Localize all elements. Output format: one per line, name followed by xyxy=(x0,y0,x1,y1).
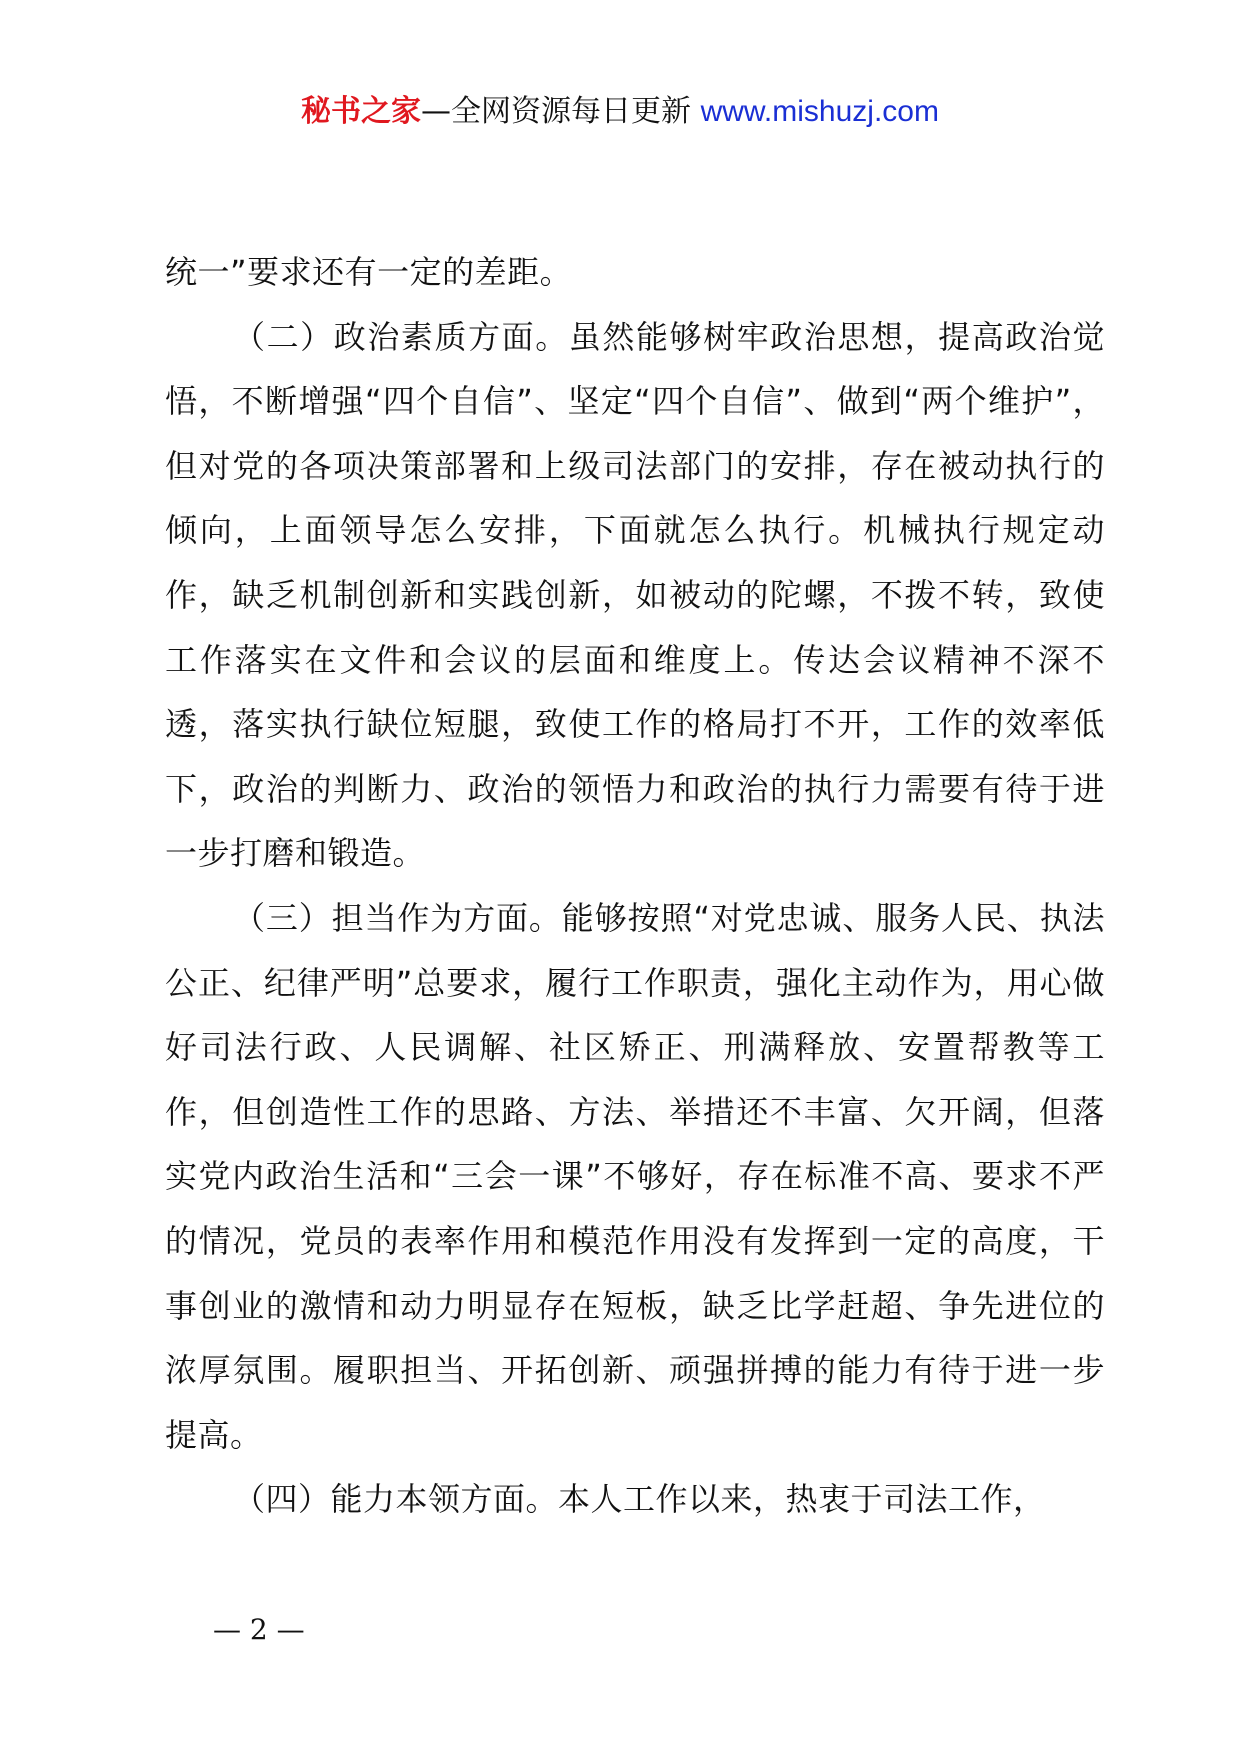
header-slogan: —全网资源每日更新 xyxy=(421,94,701,129)
page-number: — 2 — xyxy=(213,1613,305,1646)
site-url-link[interactable]: www.mishuzj.com xyxy=(700,95,939,128)
paragraph-continuation: 统一”要求还有一定的差距。 xyxy=(165,253,573,291)
paragraph-political-quality: （二）政治素质方面。虽然能够树牢政治思想，提高政治觉悟，不断增强“四个自信”、坚定“四个自信”、做到“两个维护”，但对党的各项决策部署和上级司法部门的安排，存在被动执行的倾向，上面领导怎么安排，下面就怎么执行。机械执行规定动作，缺乏机制创新和实践创新，如被动的陀螺，不拨不转，致使工作落实在文件和会议的层面和维度上。传达会议精神不深不透，落实执行缺位短腿，致使工作的格局打不开，工作的效率低下，政治的判断力、政治的领悟力和政治的执行力需要有待于进一步打磨和锻造。 xyxy=(165,317,1105,873)
site-header xyxy=(0,92,1240,132)
paragraph-responsibility: （三）担当作为方面。能够按照“对党忠诚、服务人民、执法公正、纪律严明”总要求，履行工作职责，强化主动作为，用心做好司法行政、人民调解、社区矫正、刑满释放、安置帮教等工作，但创造性工作的思路、方法、举措还不丰富、欠开阔，但落实党内政治生活和“三会一课”不够好，存在标准不高、要求不严的情况，党员的表率作用和模范作用没有发挥到一定的高度，干事创业的激情和动力明显存在短板，缺乏比学赶超、争先进位的浓厚氛围。履职担当、开拓创新、顽强拼搏的能力有待于进一步提高。 xyxy=(165,898,1105,1454)
brand-name: 秘书之家 xyxy=(301,94,422,129)
paragraph-ability: （四）能力本领方面。本人工作以来，热衷于司法工作， xyxy=(233,1480,1046,1519)
document-body xyxy=(165,240,1105,1532)
